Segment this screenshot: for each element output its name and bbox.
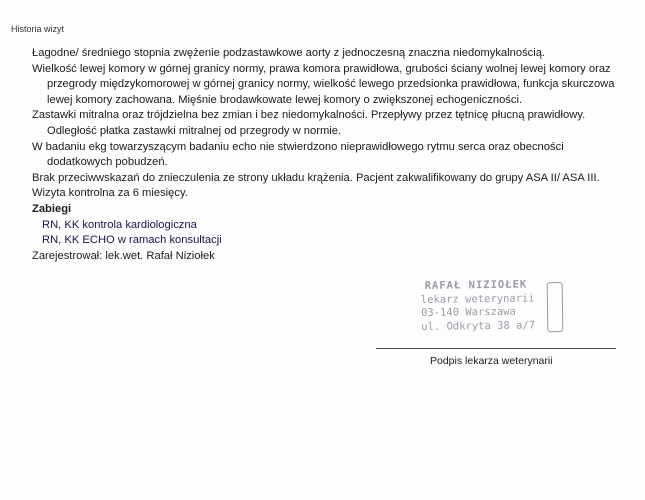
stamp-city: 03-140 Warszawa (420, 305, 516, 319)
diagnosis-paragraph: Łagodne/ średniego stopnia zwężenie podzastawkowe aorty z jednoczesną znaczna niedomykalnością. (32, 47, 546, 59)
diagnosis-paragraph: W badaniu ekg towarzyszącym badaniu echo nie stwierdzono nieprawidłowego rytmu serca oraz obecności dodatkowych pobudzeń. (32, 140, 564, 169)
registered-by: Zarejestrował: lek.wet. Rafał Niziołek (32, 249, 215, 262)
visit-record-body (32, 46, 632, 264)
stamp-name: RAFAŁ NIZIOŁEK (424, 278, 528, 292)
procedure-item: RN, KK kontrola kardiologiczna (42, 218, 197, 231)
conclusion-text: Brak przeciwwskazań do znieczulenia ze strony układu krążenia. Pacjent zakwalifikowany do grupy ASA II/ ASA III. (32, 171, 600, 184)
follow-up-text: Wizyta kontrolna za 6 miesięcy. (32, 187, 188, 200)
diagnosis-paragraph: Wielkość lewej komory w górnej granicy normy, prawa komora prawidłowa, grubości ściany wolnej lewej komory oraz przegrody międzykomorowej w górnej granicy normy, wielkość lewego przedsionka prawidłowa, funkcja skurczowa lewej komory zachowana. Mięśnie brodawkowate lewej komory o zwiększonej echogeniczności. (32, 62, 615, 106)
stamp-title: lekarz weterynarii (420, 291, 535, 306)
procedure-item: RN, KK ECHO w ramach konsultacji (42, 234, 222, 247)
stamp-street: ul. Odkryta 38 a/7 (421, 318, 536, 333)
diagnosis-paragraph: Zastawki mitralna oraz trójdzielna bez zmian i bez niedomykalności. Przepływy przez tętnicę płucną prawidłowy. Odległość płatka zastawki mitralnej od przegrody w normie. (32, 109, 586, 137)
page-header: Historia wizyt (11, 24, 65, 34)
stamp-side-mark (547, 282, 564, 332)
signature-line (376, 348, 616, 349)
procedures-heading: Zabiegi (32, 202, 72, 215)
signature-label: Podpis lekarza weterynarii (430, 355, 553, 367)
vet-stamp (405, 278, 581, 340)
